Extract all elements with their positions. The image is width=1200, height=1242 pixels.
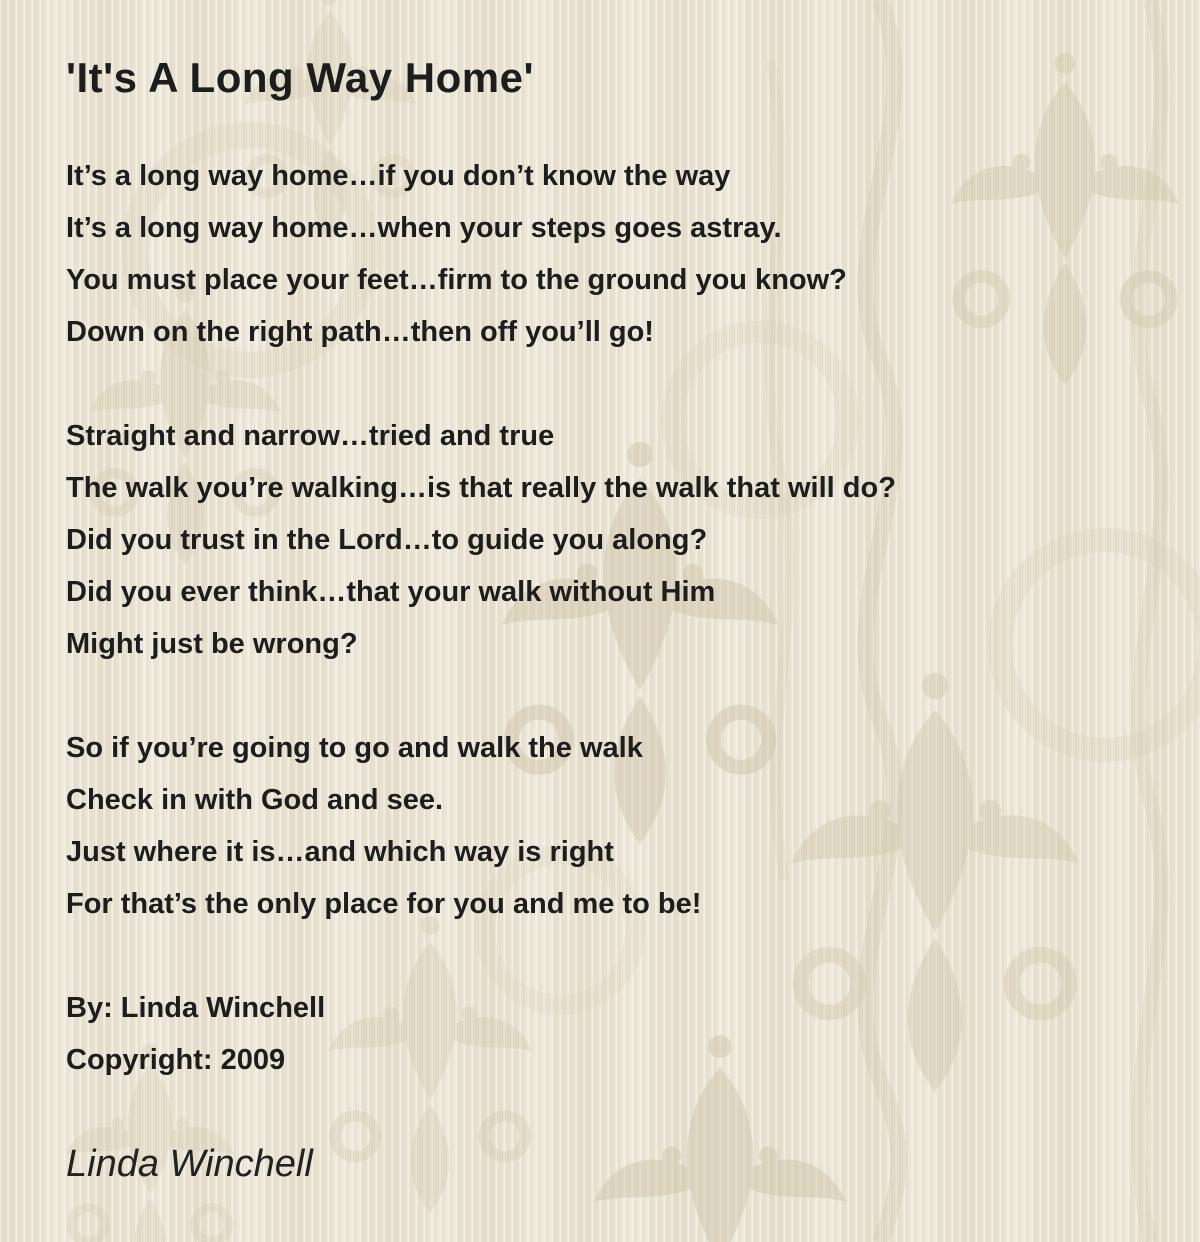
- stanza-2: [66, 410, 1170, 670]
- poem-line: Just where it is…and which way is right: [66, 836, 614, 868]
- poem-line: Did you trust in the Lord…to guide you along?: [66, 524, 708, 556]
- attribution: [66, 982, 1170, 1086]
- poem-line: Straight and narrow…tried and true: [66, 420, 555, 452]
- stanza-1: [66, 150, 1170, 358]
- author-signature: Linda Winchell: [66, 1143, 313, 1185]
- stanza-3: [66, 722, 1170, 930]
- byline: By: Linda Winchell: [66, 992, 326, 1024]
- poem-line: Did you ever think…that your walk without Him: [66, 576, 716, 608]
- poem-line: So if you’re going to go and walk the walk: [66, 732, 643, 764]
- poem-line: You must place your feet…firm to the ground you know?: [66, 264, 847, 296]
- copyright: Copyright: 2009: [66, 1044, 286, 1076]
- poem-title: 'It's A Long Way Home': [66, 54, 534, 101]
- poem-content: [66, 0, 1170, 1190]
- poem-body: [66, 150, 1170, 1190]
- poem-line: The walk you’re walking…is that really the walk that will do?: [66, 472, 896, 504]
- poem-line: Might just be wrong?: [66, 628, 358, 660]
- poem-line: For that’s the only place for you and me to be!: [66, 888, 702, 920]
- poem-line: Check in with God and see.: [66, 784, 444, 816]
- poem-line: It’s a long way home…when your steps goes astray.: [66, 212, 782, 244]
- poem-line: It’s a long way home…if you don’t know the way: [66, 160, 731, 192]
- poem-line: Down on the right path…then off you’ll go!: [66, 316, 654, 348]
